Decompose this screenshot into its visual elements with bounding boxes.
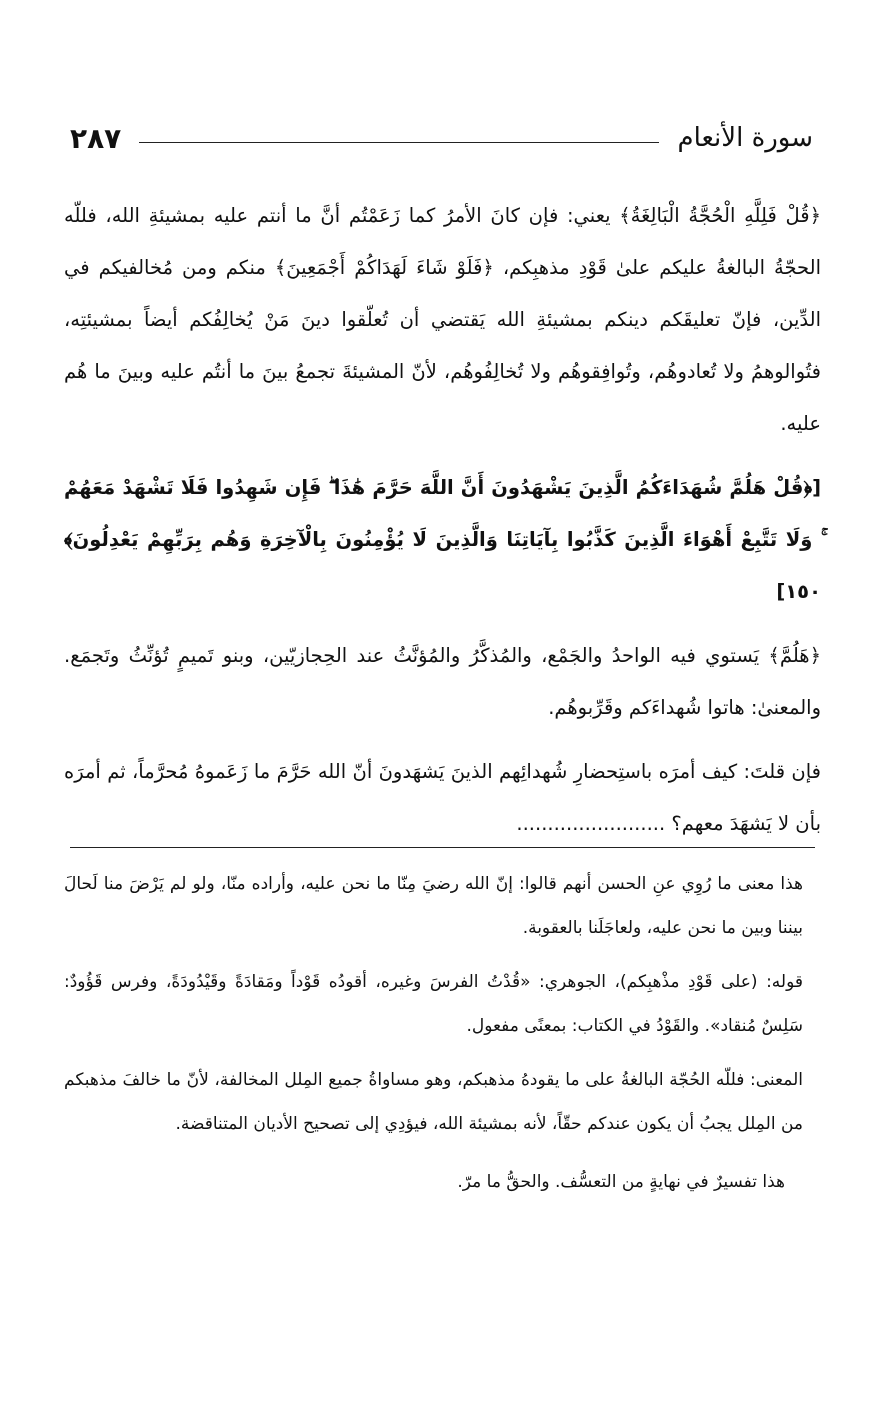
question-text: فإن قلتَ: كيف أمرَه باستِحضارِ شُهدائِهم الذينَ يَشهَدونَ أنّ الله حَرَّمَ ما زَعَموهُ مُحرَّماً، ثم أمرَه بأن لا يَشهَدَ معهم؟: [64, 760, 821, 835]
footnote-4: هذا تفسيرٌ في نهايةٍ من التعسُّف. والحقُّ ما مرّ.: [457, 1172, 785, 1192]
footnote-separator: [70, 847, 815, 848]
footnotes: [64, 862, 821, 1214]
quran-verse: [﴿قُلْ هَلُمَّ شُهَدَاءَكُمُ الَّذِينَ يَشْهَدُونَ أَنَّ اللَّهَ حَرَّمَ هَٰذَا ۖ فَإِن شَهِدُوا فَلَا تَشْهَدْ مَعَهُمْ ۚ وَلَا تَتَّبِعْ أَهْوَاءَ الَّذِينَ كَذَّبُوا بِآيَاتِنَا وَالَّذِينَ لَا يُؤْمِنُونَ بِالْآخِرَةِ وَهُم بِرَبِّهِمْ يَعْدِلُونَ﴾: [64, 476, 821, 551]
footnote-2: قوله: (على قَوْدِ مذْهبِكم)، الجوهري: «قُدْتُ الفرسَ وغيره، أقودُه قَوْداً ومَقادَةً وقَيْدُودَةً، وفرس قَؤُودٌ: سَلِسٌ مُنقاد». والقَوْدُ في الكتاب: بمعنًى مفعول.: [64, 972, 803, 1036]
continuation-dots: ........................: [516, 812, 666, 835]
paragraph-commentary-1: ﴿قُلْ فَلِلَّهِ الْحُجَّةُ الْبَالِغَةُ﴾ يعني: فإن كانَ الأمرُ كما زَعَمْتُم أنَّ ما أنتم عليه بمشيئةِ الله، فللّه الحجّةُ البالغةُ عليكم علىٰ قَوْدِ مذهبِكم، ﴿فَلَوْ شَاءَ لَهَدَاكُمْ أَجْمَعِينَ﴾ منكم ومن مُخالفيكم في الدِّين، فإنّ تعليقَكم دينكم بمشيئةِ الله يَقتضي أن تُعلّقوا دينَ مَنْ يُخالِفُكم أيضاً بمشيئتِه، فتُوالوهمُ ولا تُعادوهُم، وتُوافِقوهُم ولا تُخالِفُوهُم، لأنّ المشيئةَ تجمعُ بينَ ما أنتُم عليه وبينَ ما هُم عليه.: [64, 204, 821, 435]
verse-number: ١٥٠]: [776, 580, 821, 603]
paragraph-verse: [64, 462, 821, 618]
footnote-3: المعنى: فللّه الحُجّة البالغةُ على ما يقودهُ مذهبكم، وهو مساواةُ جميع المِلل المخالفة، لأنّ ما خالفَ مذهبكم من المِلل يجبُ أن يكون عندكم حقّاً، لأنه بمشيئة الله، فيؤدِي إلى تصحيح الأديان المتناقضة.: [64, 1070, 803, 1134]
header-rule: [139, 142, 659, 143]
page-number: ٢٨٧: [70, 121, 122, 155]
running-title: سورة الأنعام: [677, 123, 813, 153]
footnote-1: هذا معنى ما رُوِي عنِ الحسن أنهم قالوا: إنّ الله رضيَ مِنّا ما نحن عليه، وأراده منّا، ولو لم يَرْضَ منا لَحالَ بيننا وبين ما نحن عليه، ولعاجَلَنا بالعقوبة.: [64, 874, 803, 938]
page-header: [70, 118, 813, 158]
main-text: [64, 190, 821, 862]
paragraph-commentary-2: ﴿هَلُمَّ﴾ يَستوي فيه الواحدُ والجَمْع، والمُذكَّرُ والمُؤنَّثُ عند الحِجازيّين، وبنو تَميمٍ تُؤنِّثُ وتَجمَع. والمعنىٰ: هاتوا شُهداءَكم وقَرِّبوهُم.: [64, 644, 821, 719]
paragraph-commentary-3: [64, 746, 821, 850]
